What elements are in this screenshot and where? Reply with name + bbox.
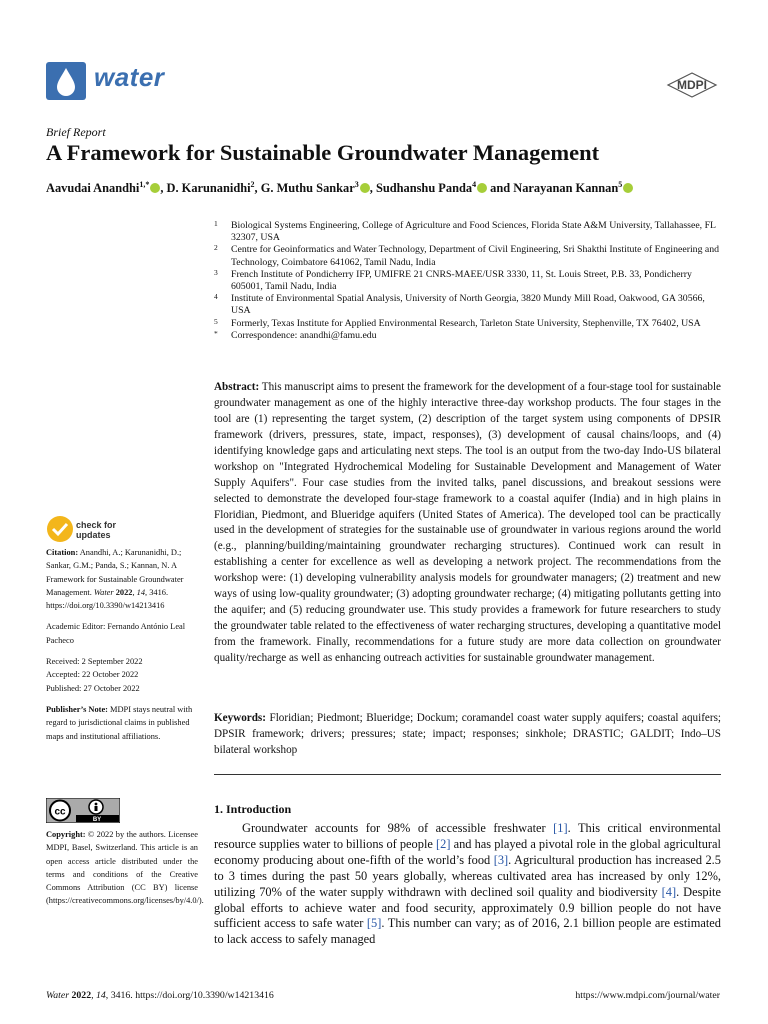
introduction-text: . This number can vary; as of 2016, 2.1 billion people are estimated to lack access to safely managed bbox=[214, 916, 721, 947]
introduction-text: . Despite global efforts to achieve water and food security, approximately 0.9 billion people do not have sufficient access to safe water bbox=[214, 884, 721, 931]
water-journal-logo-icon bbox=[46, 62, 86, 100]
copyright bbox=[46, 828, 204, 908]
orcid-icon[interactable] bbox=[623, 183, 633, 193]
section-divider bbox=[214, 774, 721, 775]
citation-link[interactable]: [2] bbox=[436, 836, 451, 851]
affiliation-text: French Institute of Pondicherry IFP, UMIFRE 21 CNRS-MAEE/USR 3330, 11, St. Louis Street, P.B. 33, Pondicherry 605001, Tamil Nadu, India bbox=[231, 268, 692, 293]
cc-text: cc bbox=[54, 806, 66, 818]
abstract-label: Abstract: bbox=[214, 381, 260, 393]
copyright-label: Copyright: bbox=[46, 830, 86, 839]
author-affiliation-marker: 2 bbox=[250, 180, 255, 189]
journal-name: water bbox=[94, 62, 165, 92]
citation-text: Anandhi, A.; Karunanidhi, D.; Sankar, G.M.; Panda, S.; Kannan, N. A Framework for Sustainable Groundwater Management. bbox=[46, 548, 184, 597]
affiliation-correspondence bbox=[214, 330, 724, 342]
introduction-text: and has played a pivotal role in the global agricultural economy producing about one-fifth of the world’s food bbox=[214, 836, 721, 867]
author-name[interactable]: G. Muthu Sankar bbox=[260, 181, 355, 196]
author-name[interactable]: Aavudai Anandhi bbox=[46, 181, 140, 196]
author-name[interactable]: Narayanan Kannan bbox=[513, 181, 619, 196]
publisher-note-label: Publisher’s Note: bbox=[46, 704, 108, 714]
introduction-text: . Agricultural production has increased 2.5 to 3 times during the past 50 years globally, whereas cultivated area has increased by only 12%, utilizing 70% of the water supply withdrawn with declined soil quality and biodiversity bbox=[214, 852, 721, 899]
published-date: Published: 27 October 2022 bbox=[46, 683, 140, 693]
affiliation-text: Institute of Environmental Spatial Analysis, University of North Georgia, 3820 Mundy Mill Road, Oakwood, GA 30566, USA bbox=[231, 293, 705, 317]
affiliation-number: 3 bbox=[214, 267, 218, 277]
abstract-text: This manuscript aims to present the framework for the development of a four-stage tool for sustainable groundwater management as one of the highly interactive three-day workshop products. The four stages in the tool are (1) representing the target system, (2) description of the target system using components of DPSIR framework (drivers, pressures, state, impact, responses), (3) development of causal chains/loops, and (4) identifying knowledge gaps and articulating next steps. The tool is an output from the two-day Indo-US bilateral workshop on "Integrated Hydrochemical Modeling for Sustainable Development and Management of Water Supply Aquifers". Four case studies from the invited talks, panel discussions, and breakout sessions were selected to demonstrate the developed four-stage framework to a coastal aquifer (India) and in high plains in Floridian, Piedmont, and Blueridge aquifers (United States of America). The developed tool can be practically used in the development of strategies for the sustainable use of groundwater in various regions around the world (e.g., planning/building/maintaining groundwater recharging structures). Continued work can result in establishing a center for excellence as well as developing a network project. The recommendations from the workshop were: (1) developing vulnerability analysis models for groundwater managers; (2) treatment and new ways of using low-quality groundwater; (3) adopting groundwater recharge; (4) mitigating pollutants getting into the aquifer; and (5) reducing groundwater use. This study provides a framework for future researchers to study the groundwater table related to the effectiveness of water recharging structures, developing a quantitative model from the framework. Finally, recommendations for a future study are more data collection on groundwater quality/recharge as well as enhancing outreach activities for sustainable groundwater management. bbox=[214, 381, 721, 664]
citation-label: Citation: bbox=[46, 548, 79, 557]
citation-doi[interactable]: , 3416. https://doi.org/10.3390/w14213416 bbox=[46, 587, 169, 611]
article-type: Brief Report bbox=[46, 125, 106, 139]
orcid-icon[interactable] bbox=[150, 183, 160, 193]
introduction-text: Groundwater accounts for 98% of accessible freshwater bbox=[242, 821, 554, 835]
author-separator: , bbox=[369, 181, 376, 196]
keywords-label: Keywords: bbox=[214, 712, 266, 724]
check-updates-text bbox=[76, 520, 116, 540]
check-for-updates-button[interactable] bbox=[46, 515, 156, 545]
affiliation-number: 1 bbox=[214, 219, 218, 228]
copyright-text: © 2022 by the authors. Licensee MDPI, Basel, Switzerland. This article is an open access article distributed under the terms and conditions of the Creative Commons Attribution (CC BY) license (https://creativecommons.org/licenses/by/4.0/). bbox=[46, 830, 204, 906]
citation-journal: Water bbox=[93, 587, 114, 597]
sidebar bbox=[46, 546, 198, 751]
author-name[interactable]: D. Karunanidhi bbox=[166, 181, 251, 196]
orcid-icon[interactable] bbox=[477, 183, 487, 193]
introduction-text: . This critical environmental resource supplies water to billions of people bbox=[214, 821, 721, 851]
citation-link[interactable]: [5] bbox=[366, 916, 382, 931]
affiliation-number: * bbox=[214, 328, 218, 338]
author-separator: , bbox=[254, 181, 261, 196]
publisher-note bbox=[46, 703, 198, 743]
affiliation bbox=[214, 244, 724, 268]
affiliation bbox=[214, 293, 724, 317]
affiliation bbox=[214, 318, 724, 330]
mdpi-logo-icon bbox=[666, 72, 718, 98]
author-separator: , bbox=[160, 181, 167, 196]
author-and: and bbox=[487, 181, 514, 196]
footer-doi[interactable]: , 3416. https://doi.org/10.3390/w14213416 bbox=[105, 990, 274, 1001]
academic-editor: Academic Editor: Fernando António Leal Pacheco bbox=[46, 622, 186, 645]
footer-year: 2022 bbox=[69, 990, 92, 1001]
affiliation-text: Centre for Geoinformatics and Water Technology, Department of Civil Engineering, Sri Shakthi Institute of Engineering and Technology, Coimbatore 641062, Tamil Nadu, India bbox=[231, 244, 720, 268]
check-updates-line: updates bbox=[76, 530, 111, 540]
affiliation-number: 5 bbox=[214, 316, 218, 326]
affiliation bbox=[214, 220, 724, 244]
footer-journal: Water bbox=[46, 990, 70, 1001]
citation-link[interactable]: [3] bbox=[493, 852, 509, 867]
citation-year: 2022 bbox=[113, 587, 133, 597]
author-affiliation-marker: 3 bbox=[354, 180, 359, 189]
affiliation-text: Formerly, Texas Institute for Applied Environmental Research, Tarleton State University, Stephenville, TX 76402, USA bbox=[231, 317, 701, 329]
section-heading-introduction: 1. Introduction bbox=[214, 802, 292, 816]
check-updates-icon bbox=[46, 515, 74, 543]
correspondence-email[interactable]: Correspondence: anandhi@famu.edu bbox=[231, 329, 377, 341]
keywords-text: Floridian; Piedmont; Blueridge; Dockum; coramandel coast water supply aquifers; coastal aquifers; DPSIR framework; drivers; pressures; state; impact; responses; sinkhole; DRASTIC; GALDIT; Indo–US bilateral workshop bbox=[214, 712, 721, 756]
abstract bbox=[214, 380, 721, 667]
publisher-note-text: MDPI stays neutral with regard to jurisdictional claims in published maps and institutional affiliations. bbox=[46, 704, 193, 741]
received-date: Received: 2 September 2022 bbox=[46, 657, 143, 667]
cc-by-text: BY bbox=[92, 817, 102, 823]
paper-title: A Framework for Sustainable Groundwater Management bbox=[46, 140, 600, 165]
affiliations bbox=[214, 220, 724, 342]
affiliation-number: 4 bbox=[214, 292, 218, 302]
cc-by-license-badge-icon[interactable] bbox=[46, 798, 120, 823]
citation-link[interactable]: [1] bbox=[553, 821, 568, 835]
affiliation-number: 2 bbox=[214, 243, 218, 253]
citation-volume: , 14 bbox=[132, 587, 146, 597]
footer-journal-url[interactable]: https://www.mdpi.com/journal/water bbox=[575, 990, 720, 1001]
author-affiliation-marker: 5 bbox=[618, 180, 623, 189]
orcid-icon[interactable] bbox=[360, 183, 370, 193]
citation bbox=[46, 546, 198, 612]
author-affiliation-marker: 4 bbox=[472, 180, 477, 189]
footer-citation bbox=[46, 990, 274, 1001]
footer-volume: , 14 bbox=[91, 990, 106, 1001]
publisher-name: MDPI bbox=[677, 78, 707, 92]
author-name[interactable]: Sudhanshu Panda bbox=[375, 181, 473, 196]
author-list bbox=[46, 180, 633, 196]
keywords bbox=[214, 711, 721, 759]
affiliation-text: Biological Systems Engineering, College of Agriculture and Food Sciences, Florida State A&M University, Tallahassee, FL 32307, USA bbox=[231, 220, 716, 244]
check-updates-line: check for bbox=[76, 520, 117, 530]
author-affiliation-marker: 1,* bbox=[139, 180, 150, 189]
affiliation bbox=[214, 269, 724, 293]
accepted-date: Accepted: 22 October 2022 bbox=[46, 670, 139, 680]
citation-link[interactable]: [4] bbox=[661, 884, 677, 899]
introduction-body bbox=[214, 821, 721, 948]
